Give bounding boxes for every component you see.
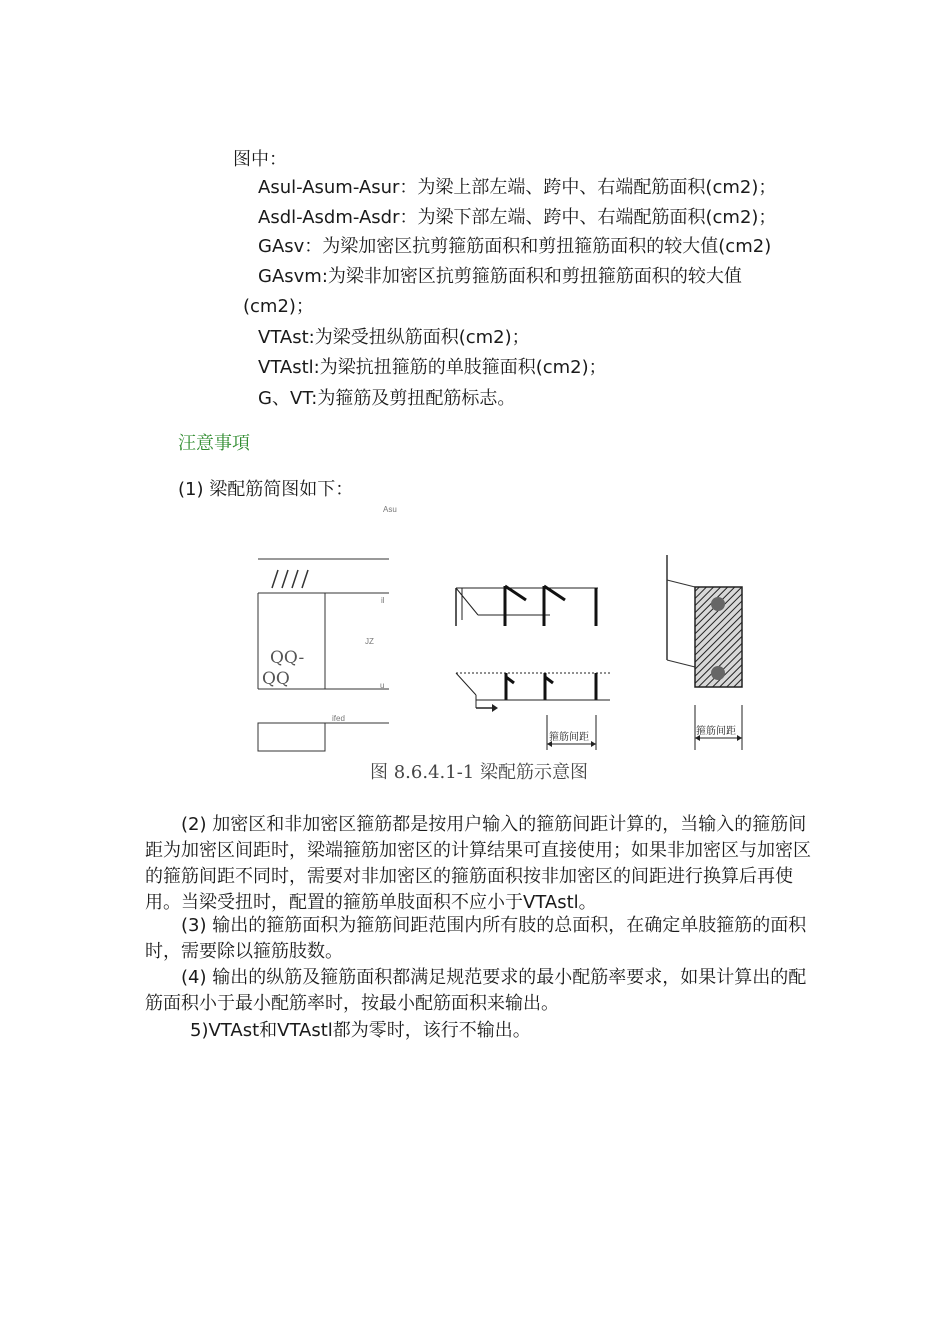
section-heading: 汪意事項 [178, 433, 250, 454]
legend-item-vtastl: VTAstl:为梁抗扭箍筋的单肢箍面积(cm2)； [258, 357, 607, 378]
legend-item-vtast: VTAst:为梁受扭纵筋面积(cm2)； [258, 327, 530, 348]
dim-label-elevation: 箍筋间距 [549, 732, 589, 743]
label-asu: Asu [383, 505, 397, 514]
legend-intro: 图中： [233, 149, 287, 170]
legend-item-asu: Asul-Asum-Asur：为梁上部左端、跨中、右端配筋面积(cm2)； [258, 177, 777, 198]
beam-plan-diagram [250, 500, 400, 755]
note-5: 5)VTAst和VTAstl都为零时，该行不输出。 [190, 1020, 531, 1041]
legend-item-gasvm: GAsvm:为梁非加密区抗剪箍筋面积和剪扭箍筋面积的较大值 [258, 266, 742, 287]
note-3: (3) 输出的箍筋面积为箍筋间距范围内所有肢的总面积，在确定单肢箍筋的面积时，需要除以箍筋肢数。 [145, 915, 807, 962]
figure-caption: 图 8.6.4.1-1 梁配筋示意图 [370, 762, 588, 783]
legend-item-gasvm-unit: (cm2)； [243, 296, 314, 317]
item-1-text: (1) 梁配筋简图如下： [178, 479, 354, 500]
legend-item-gasv: GAsv：为梁加密区抗剪箍筋面积和剪扭箍筋面积的较大值(cm2) [258, 236, 772, 257]
stirrup-elevation-diagram [450, 580, 615, 755]
qq-label-1: QQ- [270, 648, 305, 668]
legend-item-g-vt: G、VT:为箍筋及剪扭配筋标志。 [258, 388, 516, 409]
label-jz: JZ [365, 637, 374, 646]
note-4: (4) 输出的纵筋及箍筋面积都满足规范要求的最小配筋率要求，如果计算出的配筋面积小于最小配筋率时，按最小配筋面积来输出。 [145, 967, 807, 1014]
label-u: u [380, 681, 385, 690]
dim-label-section: 箍筋间距 [696, 726, 736, 737]
qq-label-2: QQ [262, 669, 290, 689]
legend-item-asd: Asdl-Asdm-Asdr：为梁下部左端、跨中、右端配筋面积(cm2)； [258, 207, 777, 228]
beam-section-diagram [660, 555, 755, 755]
note-2: (2) 加密区和非加密区箍筋都是按用户输入的箍筋间距计算的，当输入的箍筋间距为加密区间距时，梁端箍筋加密区的计算结果可直接使用；如果非加密区与加密区的箍筋间距不同时，需要对非加密区的箍筋面积按非加密区的间距进行换算后再使用。当梁受扭时，配置的箍筋单肢面积不应小于VTAstl。 [145, 814, 811, 913]
label-il: il [381, 596, 385, 605]
label-ifed: ifed [332, 714, 345, 723]
